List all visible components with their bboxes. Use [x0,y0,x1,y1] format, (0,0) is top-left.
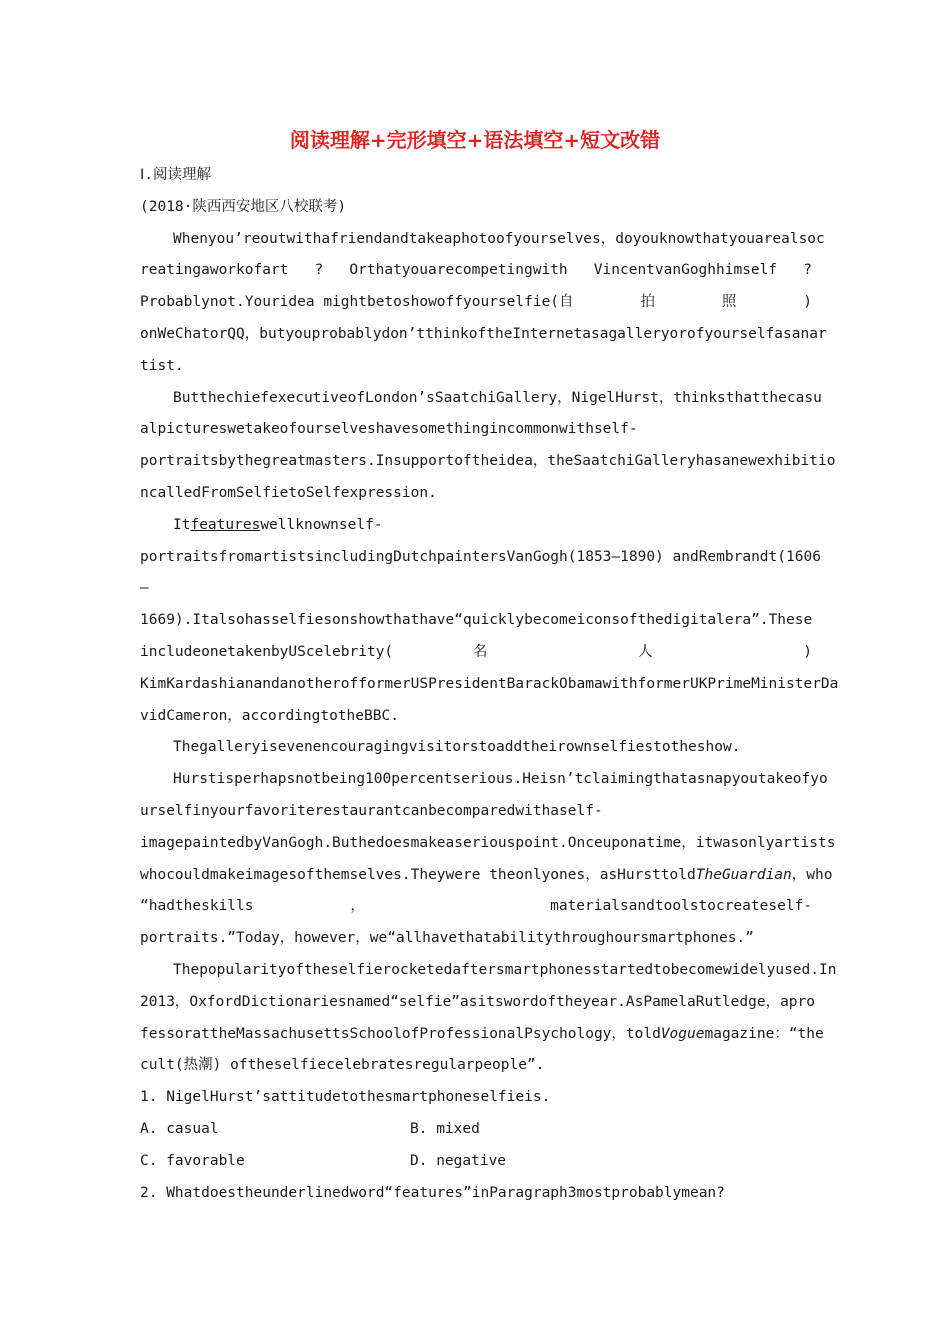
paragraph-3-line: vidCameron，accordingtotheBBC. [140,707,399,724]
page-title: 阅读理解+完形填空+语法填空+短文改错 [289,128,661,152]
paragraph-5-line: imagepaintedbyVanGogh.Buthedoesmakeaseriouspoint.Onceuponatime，itwasonlyartists [140,834,836,851]
paragraph-3-line: includeonetakenbyUScelebrity( 名 人 ) [140,643,812,660]
paragraph-1-line: tist. [140,357,184,374]
question-2-stem: 2. Whatdoestheunderlinedword“features”inParagraph3mostprobablymean? [140,1184,725,1201]
paragraph-6-text: fessorattheMassachusettsSchoolofProfessionalPsychology，told [140,1025,661,1042]
paragraph-5-line: urselfinyourfavoriterestaurantcanbecomparedwithaself- [140,802,603,819]
section-heading: Ⅰ.阅读理解 [140,167,212,183]
paragraph-3-line [140,510,812,542]
option-d: D. negative [410,1152,507,1169]
paragraph-3-line: KimKardashianandanotherofformerUSPresidentBarackObamawithformerUKPrimeMinisterDa [140,675,839,692]
paragraph-1-line [140,287,812,319]
paragraph-3-line: 1669).Italsohasselfiesonshowthathave“quicklybecomeiconsofthedigitalera”.These [140,612,813,629]
document-body [140,160,839,1209]
paragraph-6-text: magazine：“the [704,1025,824,1042]
paragraph-1-line: onWeChatorQQ，butyouprobablydon’tthinkoftheInternetasagalleryorofyourselfasanar [140,325,827,342]
paragraph-2-line: portraitsbythegreatmasters.Insupportoftheidea，theSaatchiGalleryhasanewexhibitio [140,453,836,470]
paragraph-5-line: “hadtheskills ， materialsandtoolstocreateself- [140,898,812,915]
paragraph-5-text: whocouldmakeimagesofthemselves.Theywere theonlyones，asHursttold [140,866,696,883]
paragraph-6-line: 2013，OxfordDictionariesnamed“selfie”asitswordoftheyear.AsPamelaRutledge，apro [140,993,816,1010]
paragraph-5-text: ，who [791,866,833,883]
paragraph-6-line [140,1019,824,1051]
paragraph-1-line: Whenyou’reoutwithafriendandtakeaphotoofyourselves，doyouknowthatyouarealsoc [173,230,825,247]
paragraph-1-line: reatingaworkofart ? Orthatyouarecompetingwith VincentvanGoghhimself ? [140,262,812,279]
option-c: C. favorable [140,1152,245,1169]
source-note: (2018·陕西西安地区八校联考) [140,198,347,215]
paragraph-3-line: portraitsfromartistsincludingDutchpaintersVanGogh(1853—1890) andRembrandt(1606 [140,548,821,565]
question-1-stem: 1. NigelHurst’sattitudetothesmartphoneselfieis. [140,1089,551,1106]
question-1-options-row [140,1146,812,1178]
underlined-word: features [190,516,261,533]
magazine-name: Vogue [660,1025,705,1042]
paragraph-1-gloss: 自 拍 照 ) [559,294,812,311]
paragraph-4-line: Thegalleryisevenencouragingvisitorstoaddtheirownselfiestotheshow. [173,739,741,756]
paragraph-6-line: cult(热潮) oftheselfiecelebratesregularpeople”. [140,1057,545,1074]
option-b: B. mixed [410,1120,480,1137]
paragraph-3-line: — [140,580,149,597]
paragraph-3-text: wellknownself- [260,516,383,533]
paragraph-5-line: Hurstisperhapsnotbeing100percentserious.Heisn’tclaimingthatasnapyoutakeofyo [173,771,828,788]
newspaper-name: TheGuardian [695,866,792,883]
paragraph-3-text: It [173,516,191,533]
paragraph-2-line: ButthechiefexecutiveofLondon’sSaatchiGallery，NigelHurst，thinksthatthecasu [173,389,822,406]
paragraph-5-line: portraits.”Today，however，we“allhavethatabilitythroughoursmartphones.” [140,930,754,947]
paragraph-1-text: Probablynot.Youridea mightbetoshowoffyourselfie( [140,294,560,311]
question-1-options-row [140,1114,812,1146]
paragraph-6-line: Thepopularityoftheselfierocketedaftersmartphonesstartedtobecomewidelyused.In [173,961,837,978]
paragraph-2-line: ncalledFromSelfietoSelfexpression. [140,484,437,501]
paragraph-5-line [140,860,833,892]
paragraph-2-line: alpictureswetakeofourselveshavesomethingincommonwithself- [140,421,638,438]
option-a: A. casual [140,1120,219,1137]
